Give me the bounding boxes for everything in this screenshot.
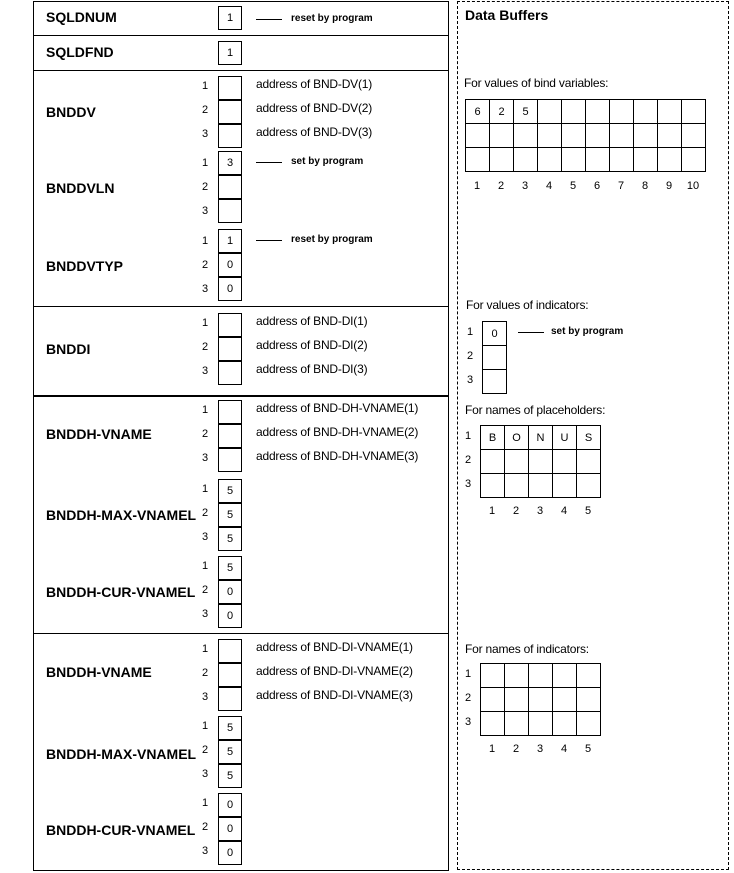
indicator-values-grid [482, 321, 507, 394]
bnddvln-cell [218, 175, 242, 199]
indicator-name-col-label: 3 [536, 743, 544, 755]
placeholder-names-label: For names of placeholders: [465, 403, 606, 417]
sqldnum-section [33, 1, 449, 36]
indicator-name-cell [529, 688, 553, 712]
sqldfnd-value: 1 [218, 41, 242, 65]
bind-cell [658, 100, 682, 124]
note-connector [256, 162, 282, 163]
sqldnum-label: SQLDNUM [46, 9, 117, 25]
bnddh-vname-address: address of BND-DI-VNAME(2) [256, 664, 413, 678]
placeholder-col-label: 1 [488, 505, 496, 517]
bnddv-section [33, 70, 449, 307]
bind-values-label: For values of bind variables: [464, 76, 609, 90]
bnddvln-cell: 3 [218, 151, 242, 175]
bind-cell [466, 124, 490, 148]
indicator-name-col-label: 4 [560, 743, 568, 755]
bind-values-grid [465, 99, 706, 172]
indicator-name-cell [577, 712, 601, 736]
bnddh-max-vnamel-label: BNDDH-MAX-VNAMEL [46, 507, 197, 523]
row-index: 1 [201, 560, 209, 572]
row-index: 1 [201, 483, 209, 495]
row-index: 2 [464, 692, 472, 704]
bnddvtyp-cell: 0 [218, 253, 242, 277]
bind-cell [538, 124, 562, 148]
placeholder-cell [481, 474, 505, 498]
bnddvtyp-cell: 1 [218, 229, 242, 253]
indicator-names-grid [480, 663, 601, 736]
indicator-name-cell [553, 712, 577, 736]
indicator-name-cell [505, 688, 529, 712]
placeholder-cell [505, 474, 529, 498]
row-index: 3 [464, 716, 472, 728]
bind-cell [682, 148, 706, 172]
row-index: 2 [201, 341, 209, 353]
bnddvln-label: BNDDVLN [46, 180, 115, 196]
bnddh-cur-cell: 0 [218, 580, 242, 604]
indicator-name-cell [481, 664, 505, 688]
row-index: 2 [201, 584, 209, 596]
bnddh-vname-address: address of BND-DI-VNAME(1) [256, 640, 413, 654]
bnddh-max-cell: 5 [218, 716, 242, 740]
row-index: 1 [201, 157, 209, 169]
bnddh-cur-cell: 0 [218, 841, 242, 865]
note-connector [256, 19, 282, 20]
bnddh-vname-cell [218, 663, 242, 687]
bnddh-vname-label: BNDDH-VNAME [46, 426, 152, 442]
row-index: 2 [201, 259, 209, 271]
indicator-name-cell [553, 688, 577, 712]
indicator-cell [483, 370, 507, 394]
indicator-names-label: For names of indicators: [465, 642, 589, 656]
row-index: 1 [201, 720, 209, 732]
placeholder-cell: B [481, 426, 505, 450]
bind-cell [538, 148, 562, 172]
row-index: 3 [466, 374, 474, 386]
bind-cell [658, 124, 682, 148]
sqldnum-note: reset by program [291, 13, 373, 24]
row-index: 2 [201, 181, 209, 193]
indicator-name-cell [481, 712, 505, 736]
row-index: 2 [201, 667, 209, 679]
row-index: 3 [201, 608, 209, 620]
row-index: 2 [201, 428, 209, 440]
bind-cell [610, 124, 634, 148]
bind-col-label: 10 [686, 180, 700, 192]
data-buffers-panel [457, 1, 729, 870]
row-index: 2 [466, 350, 474, 362]
bnddi-address: address of BND-DI(3) [256, 362, 368, 376]
bnddvtyp-cell: 0 [218, 277, 242, 301]
bnddh-section-indicators [33, 633, 449, 871]
bnddh-vname-cell [218, 424, 242, 448]
indicator-name-cell [577, 688, 601, 712]
bind-cell [490, 124, 514, 148]
bnddi-address: address of BND-DI(1) [256, 314, 368, 328]
note-connector [256, 240, 282, 241]
bind-cell [562, 124, 586, 148]
bind-cell [610, 100, 634, 124]
row-index: 1 [464, 668, 472, 680]
indicator-name-col-label: 5 [584, 743, 592, 755]
placeholder-col-label: 2 [512, 505, 520, 517]
placeholder-cell: O [505, 426, 529, 450]
placeholder-cell [529, 450, 553, 474]
row-index: 3 [201, 531, 209, 543]
bind-cell [538, 100, 562, 124]
row-index: 1 [201, 404, 209, 416]
bnddh-vname-cell [218, 639, 242, 663]
row-index: 1 [464, 430, 472, 442]
placeholder-cell [577, 450, 601, 474]
bnddi-cell [218, 361, 242, 385]
row-index: 1 [466, 326, 474, 338]
bnddh-cur-vnamel-label: BNDDH-CUR-VNAMEL [46, 584, 196, 600]
row-index: 3 [201, 691, 209, 703]
bnddh-cur-cell: 5 [218, 556, 242, 580]
bnddh-section-placeholders [33, 396, 449, 634]
bind-col-label: 3 [521, 180, 529, 192]
placeholder-col-label: 3 [536, 505, 544, 517]
row-index: 2 [201, 821, 209, 833]
bind-cell [586, 100, 610, 124]
bnddvtyp-label: BNDDVTYP [46, 258, 124, 274]
placeholder-names-grid [480, 425, 601, 498]
bnddi-address: address of BND-DI(2) [256, 338, 368, 352]
bnddv-cell [218, 100, 242, 124]
bnddi-label: BNDDI [46, 341, 91, 357]
bnddh-max-cell: 5 [218, 503, 242, 527]
bnddv-label: BNDDV [46, 104, 96, 120]
bind-cell [682, 100, 706, 124]
bnddh-vname-cell [218, 448, 242, 472]
placeholder-cell [577, 474, 601, 498]
row-index: 1 [201, 797, 209, 809]
data-buffers-title: Data Buffers [465, 7, 549, 23]
bind-col-label: 8 [641, 180, 649, 192]
bnddvln-note: set by program [291, 156, 364, 167]
row-index: 2 [464, 454, 472, 466]
bind-col-label: 2 [497, 180, 505, 192]
note-connector [518, 332, 544, 333]
placeholder-col-label: 4 [560, 505, 568, 517]
indicator-name-cell [529, 664, 553, 688]
bind-col-label: 4 [545, 180, 553, 192]
bind-cell [586, 148, 610, 172]
bind-col-label: 6 [593, 180, 601, 192]
placeholder-cell [553, 474, 577, 498]
bnddv-address: address of BND-DV(3) [256, 125, 373, 139]
bnddh-max-cell: 5 [218, 479, 242, 503]
bnddh-max-vnamel-label: BNDDH-MAX-VNAMEL [46, 746, 197, 762]
placeholder-cell [529, 474, 553, 498]
bnddvtyp-note: reset by program [291, 234, 373, 245]
bind-cell [634, 100, 658, 124]
bind-cell [610, 148, 634, 172]
bnddh-cur-cell: 0 [218, 604, 242, 628]
bind-col-label: 9 [665, 180, 673, 192]
bnddh-vname-address: address of BND-DI-VNAME(3) [256, 688, 413, 702]
bnddh-vname-cell [218, 687, 242, 711]
bnddh-max-cell: 5 [218, 527, 242, 551]
sqldnum-value: 1 [218, 6, 242, 30]
row-index: 3 [201, 452, 209, 464]
bind-col-label: 7 [617, 180, 625, 192]
bnddh-vname-cell [218, 400, 242, 424]
row-index: 3 [201, 128, 209, 140]
indicator-name-cell [481, 688, 505, 712]
bind-cell [682, 124, 706, 148]
bind-cell [490, 148, 514, 172]
bnddh-vname-address: address of BND-DH-VNAME(2) [256, 425, 419, 439]
placeholder-col-label: 5 [584, 505, 592, 517]
bnddh-vname-label: BNDDH-VNAME [46, 664, 152, 680]
bnddv-cell [218, 124, 242, 148]
bind-cell [634, 148, 658, 172]
bind-cell [658, 148, 682, 172]
row-index: 3 [201, 205, 209, 217]
indicator-name-cell [577, 664, 601, 688]
indicator-note: set by program [551, 326, 624, 337]
bnddh-cur-cell: 0 [218, 817, 242, 841]
row-index: 1 [201, 317, 209, 329]
indicator-name-cell [553, 664, 577, 688]
indicator-name-cell [529, 712, 553, 736]
row-index: 2 [201, 104, 209, 116]
row-index: 3 [201, 365, 209, 377]
row-index: 3 [201, 845, 209, 857]
row-index: 1 [201, 80, 209, 92]
bnddh-cur-vnamel-label: BNDDH-CUR-VNAMEL [46, 822, 196, 838]
placeholder-cell: U [553, 426, 577, 450]
indicator-cell [483, 346, 507, 370]
bind-cell [514, 124, 538, 148]
placeholder-cell [481, 450, 505, 474]
indicator-name-col-label: 1 [488, 743, 496, 755]
indicator-name-cell [505, 664, 529, 688]
row-index: 1 [201, 235, 209, 247]
bind-cell: 5 [514, 100, 538, 124]
bind-cell: 2 [490, 100, 514, 124]
bnddi-section [33, 306, 449, 397]
bnddv-cell [218, 76, 242, 100]
bind-cell: 6 [466, 100, 490, 124]
bnddh-max-cell: 5 [218, 764, 242, 788]
bnddv-address: address of BND-DV(2) [256, 101, 373, 115]
bnddh-vname-address: address of BND-DH-VNAME(1) [256, 401, 419, 415]
indicator-cell: 0 [483, 322, 507, 346]
indicator-values-label: For values of indicators: [466, 298, 589, 312]
placeholder-cell [553, 450, 577, 474]
placeholder-cell [505, 450, 529, 474]
row-index: 3 [464, 478, 472, 490]
sqldfnd-label: SQLDFND [46, 44, 114, 60]
bind-cell [562, 148, 586, 172]
bind-cell [514, 148, 538, 172]
bind-cell [562, 100, 586, 124]
bind-col-label: 1 [473, 180, 481, 192]
bnddh-max-cell: 5 [218, 740, 242, 764]
bnddi-cell [218, 337, 242, 361]
bnddvln-cell [218, 199, 242, 223]
placeholder-cell: S [577, 426, 601, 450]
bnddh-cur-cell: 0 [218, 793, 242, 817]
bind-col-label: 5 [569, 180, 577, 192]
row-index: 3 [201, 768, 209, 780]
sqldfnd-section [33, 35, 449, 71]
placeholder-cell: N [529, 426, 553, 450]
bnddv-address: address of BND-DV(1) [256, 77, 373, 91]
indicator-name-cell [505, 712, 529, 736]
bnddi-cell [218, 313, 242, 337]
row-index: 3 [201, 283, 209, 295]
indicator-name-col-label: 2 [512, 743, 520, 755]
bind-cell [634, 124, 658, 148]
row-index: 1 [201, 643, 209, 655]
bind-cell [586, 124, 610, 148]
bnddh-vname-address: address of BND-DH-VNAME(3) [256, 449, 419, 463]
bind-cell [466, 148, 490, 172]
row-index: 2 [201, 744, 209, 756]
row-index: 2 [201, 507, 209, 519]
